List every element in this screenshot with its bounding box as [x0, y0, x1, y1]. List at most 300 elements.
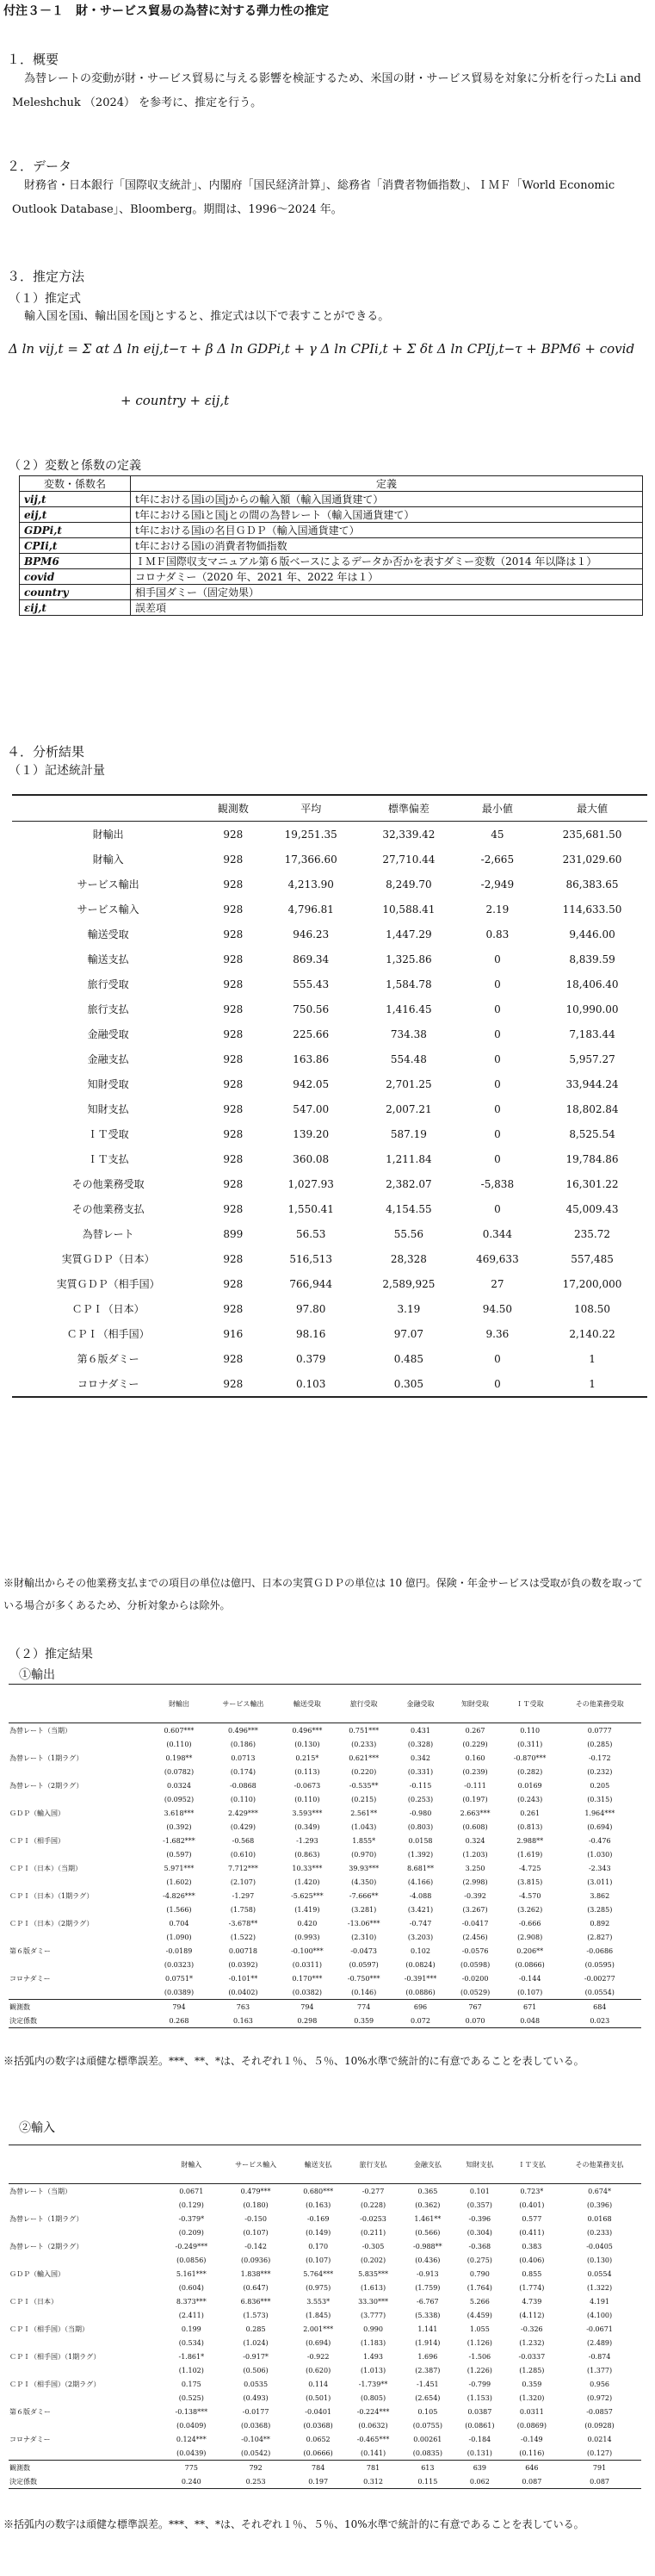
- regression-row: [9, 2405, 641, 2418]
- regression-header-cell: 財輸出: [151, 1685, 207, 1723]
- regression-cell: -2.343: [588, 1864, 611, 1872]
- stats-cell: 輸送受取: [87, 928, 129, 940]
- regression-cell: 0.990: [363, 2325, 383, 2333]
- stats-cell: 0.485: [393, 1352, 424, 1365]
- regression-cell: -0.138***: [175, 2407, 208, 2416]
- stats-cell: 0: [494, 1077, 501, 1090]
- regression-cell: (0.357): [467, 2200, 492, 2209]
- regression-cell: 0.206**: [516, 1946, 544, 1955]
- stats-cell: 0: [494, 978, 501, 990]
- regression-row: [9, 1765, 641, 1778]
- regression-cell: 0.751***: [349, 1726, 380, 1735]
- stats-cell: 1,447.29: [386, 928, 432, 940]
- regression-row-label: ＣＰＩ（日本）: [9, 2297, 58, 2306]
- regression-cell: -5.625***: [291, 1891, 324, 1900]
- regression-cell: 0.0324: [166, 1781, 191, 1790]
- regression-cell: 0.365: [417, 2187, 438, 2195]
- regression-cell: (0.362): [415, 2200, 441, 2209]
- regression-cell: (1.377): [586, 2366, 613, 2374]
- formula-intro: 輸入国を国i、輸出国を国jとすると、推定式は以下で表すことができる。: [24, 310, 390, 323]
- definition-symbol: eij,t: [20, 507, 131, 523]
- regression-row: [9, 1778, 641, 1792]
- regression-cell: 767: [448, 2000, 501, 2014]
- regression-row-label: ＣＰＩ（相手国）（1期ラグ）: [9, 2352, 101, 2361]
- definition-symbol: GDPi,t: [20, 523, 131, 538]
- regression-row: [9, 1792, 641, 1806]
- regression-cell: -6.767: [417, 2297, 439, 2306]
- regression-header-cell: 知財受取: [448, 1685, 501, 1723]
- regression-header-cell: 輸送受取: [279, 1685, 336, 1723]
- regression-cell: (0.0886): [405, 1988, 436, 1996]
- stats-cell: 163.86: [293, 1052, 330, 1065]
- stats-row: [12, 1346, 647, 1371]
- regression-cell: -0.922: [306, 2352, 330, 2361]
- stats-cell: 為替レート: [82, 1228, 134, 1240]
- stats-cell: 0: [494, 1052, 501, 1065]
- regression-cell: 0.0169: [517, 1781, 542, 1790]
- regression-cell: 0.956: [590, 2380, 609, 2388]
- stats-row: [12, 1321, 647, 1346]
- regression-cell: (2.456): [462, 1933, 488, 1941]
- regression-cell: -13.06***: [347, 1919, 380, 1927]
- regression-cell: -0.0671: [586, 2325, 613, 2333]
- regression-cell: -4.570: [518, 1891, 541, 1900]
- stats-cell: 94.50: [482, 1302, 513, 1315]
- regression-cell: (0.0952): [164, 1795, 195, 1803]
- regression-cell: (0.0632): [358, 2421, 388, 2430]
- regression-cell: (0.0382): [292, 1988, 322, 1996]
- regression-cell: 0.00261: [413, 2435, 442, 2443]
- regression-row: [9, 1930, 641, 1944]
- regression-row-label: [9, 1820, 151, 1834]
- regression-header-cell: 金融支払: [402, 2145, 454, 2184]
- stats-cell: 旅行受取: [87, 978, 129, 990]
- regression-cell: (0.127): [586, 2449, 613, 2457]
- regression-cell: (1.602): [166, 1878, 192, 1886]
- stats-row: [12, 897, 647, 922]
- regression-cell: (0.610): [230, 1850, 256, 1859]
- stats-cell: 547.00: [293, 1102, 330, 1115]
- stats-cell: 27,710.44: [382, 853, 436, 866]
- regression-row-label: ＧＤＰ（輸入国）: [9, 1809, 65, 1817]
- regression-cell: (0.506): [243, 2366, 269, 2374]
- regression-cell: (0.349): [294, 1822, 320, 1831]
- stats-cell: 587.19: [390, 1127, 427, 1140]
- regression-row: [9, 2363, 641, 2377]
- stats-cell: その他業務受取: [71, 1178, 145, 1190]
- stats-cell: 2,701.25: [386, 1077, 432, 1090]
- regression-cell: (3.011): [587, 1878, 613, 1886]
- regression-cell: -0.568: [232, 1836, 255, 1845]
- stats-header-cell: 観測数: [204, 795, 262, 822]
- regression-header-cell: 財輸入: [163, 2145, 219, 2184]
- definitions-table: [19, 475, 643, 616]
- regression-cell: (0.0835): [412, 2449, 442, 2457]
- regression-cell: -0.150: [244, 2214, 267, 2223]
- stats-header-cell: 最大値: [537, 795, 647, 822]
- stats-cell: 56.53: [296, 1227, 326, 1240]
- regression-cell: -4.826***: [163, 1891, 195, 1900]
- regression-cell: 0.496***: [227, 1726, 258, 1735]
- regression-row: [9, 2225, 641, 2239]
- regression-cell: (0.233): [351, 1740, 377, 1748]
- regression-cell: (0.149): [306, 2228, 331, 2237]
- stats-cell: 139.20: [293, 1127, 330, 1140]
- regression-cell: (0.129): [178, 2200, 204, 2209]
- stats-note: ※財輸出からその他業務支払までの項目の単位は億円、日本の実質ＧＤＰの単位は 10 億円。保険・年金サービスは受取が負の数を取っている場合が多くあるため、分析対象からは除外。: [3, 1577, 643, 1611]
- regression-cell: 0.087: [506, 2474, 559, 2489]
- regression-cell: (0.202): [360, 2256, 386, 2264]
- stats-cell: 1,027.93: [287, 1177, 334, 1190]
- regression-cell: 1.838***: [240, 2269, 271, 2278]
- regression-cell: (0.0529): [460, 1988, 491, 1996]
- regression-row-label: ＣＰＩ（相手国）（2期ラグ）: [9, 2380, 101, 2388]
- regression-cell: (0.130): [586, 2256, 613, 2264]
- regression-cell: (2.387): [415, 2366, 441, 2374]
- regression-cell: 0.0214: [587, 2435, 612, 2443]
- regression-row-label: 第６版ダミー: [9, 2407, 51, 2416]
- regression-cell: (4.112): [519, 2311, 545, 2319]
- regression-cell: (3.267): [462, 1905, 488, 1914]
- stats-cell: 32,339.42: [382, 828, 436, 841]
- regression-cell: -0.0576: [461, 1946, 489, 1955]
- regression-cell: (0.180): [243, 2200, 269, 2209]
- regression-cell: (0.0542): [240, 2449, 271, 2457]
- regression-cell: -0.666: [518, 1919, 541, 1927]
- regression-cell: (0.211): [360, 2228, 386, 2237]
- regression-cell: 684: [559, 2000, 641, 2014]
- regression-cell: (0.0368): [240, 2421, 271, 2430]
- regression-row-label: [9, 2391, 163, 2405]
- regression-cell: 7.712***: [227, 1864, 258, 1872]
- stats-cell: 金融支払: [87, 1053, 129, 1065]
- regression-cell: 775: [163, 2461, 219, 2475]
- stats-cell: 17,200,000: [562, 1277, 622, 1290]
- regression-cell: (1.030): [587, 1850, 613, 1859]
- stats-cell: 928: [223, 1127, 244, 1140]
- stats-cell: サービス輸入: [77, 903, 139, 916]
- section-overview-heading: １．概要: [7, 52, 59, 67]
- stats-cell: 0: [494, 1152, 501, 1165]
- regression-cell: (0.0782): [164, 1767, 195, 1776]
- regression-cell: 671: [502, 2000, 559, 2014]
- regression-row: [9, 2198, 641, 2212]
- regression-cell: (0.130): [294, 1740, 320, 1748]
- stats-cell: ＩＴ受取: [87, 1128, 129, 1140]
- regression-row: [9, 2336, 641, 2349]
- regression-cell: 0.114: [308, 2380, 329, 2388]
- stats-cell: 7,183.44: [569, 1027, 615, 1040]
- regression-cell: -1.506: [468, 2352, 491, 2361]
- regression-cell: (0.141): [360, 2449, 386, 2457]
- regression-row: [9, 2349, 641, 2363]
- regression-cell: (0.107): [517, 1988, 543, 1996]
- stats-cell: 928: [204, 1371, 262, 1397]
- regression-row-label: [9, 2198, 163, 2212]
- regression-cell: (1.845): [306, 2311, 331, 2319]
- stats-cell: 928: [223, 1002, 244, 1015]
- regression-cell: (0.0856): [176, 2256, 207, 2264]
- regression-cell: (0.396): [586, 2200, 613, 2209]
- regression-cell: -1.682***: [163, 1836, 195, 1845]
- regression-cell: 0.285: [245, 2325, 266, 2333]
- regression-cell: 613: [402, 2461, 454, 2475]
- stats-cell: 1: [589, 1352, 596, 1365]
- regression-cell: -0.0857: [586, 2407, 613, 2416]
- regression-cell: (1.153): [467, 2393, 492, 2402]
- regression-cell: (0.110): [230, 1795, 256, 1803]
- stats-cell: 869.34: [293, 953, 330, 965]
- regression-row: [9, 2253, 641, 2267]
- regression-cell: -0.465***: [356, 2435, 390, 2443]
- stats-cell: 899: [223, 1227, 244, 1240]
- regression-cell: (0.0311): [292, 1960, 322, 1969]
- stats-cell: 516,513: [289, 1252, 333, 1265]
- regression-cell: (1.320): [519, 2393, 545, 2402]
- stats-cell: 916: [223, 1327, 244, 1340]
- regression-cell: -0.172: [588, 1754, 611, 1762]
- stats-row: [12, 971, 647, 996]
- regression-cell: 0.197: [292, 2474, 345, 2489]
- regression-cell: -0.0200: [461, 1974, 489, 1983]
- regression-cell: (0.0824): [405, 1960, 436, 1969]
- regression-cell: (1.232): [519, 2338, 545, 2347]
- regression-cell: 0.124***: [176, 2435, 207, 2443]
- regression-row: [9, 2267, 641, 2281]
- regression-cell: (0.805): [360, 2393, 386, 2402]
- regression-row: [9, 1958, 641, 1971]
- regression-cell: (2.107): [230, 1878, 256, 1886]
- regression-cell: (0.803): [407, 1822, 434, 1831]
- stats-cell: 45,009.43: [565, 1202, 619, 1215]
- regression-row: [9, 2184, 641, 2199]
- regression-cell: (0.534): [178, 2338, 204, 2347]
- regression-cell: (4.100): [586, 2311, 613, 2319]
- regression-row: [9, 1916, 641, 1930]
- regression-row-label: [9, 1985, 151, 2000]
- regression-cell: 5.161***: [176, 2269, 207, 2278]
- regression-cell: 0.0158: [408, 1836, 433, 1845]
- stats-cell: 33,944.24: [565, 1077, 619, 1090]
- regression-cell: (1.013): [360, 2366, 386, 2374]
- regression-cell: -1.861*: [178, 2352, 205, 2361]
- stats-cell: 766,944: [289, 1277, 333, 1290]
- regression-cell: 0.420: [297, 1919, 318, 1927]
- definitions-header-cell: 定義: [131, 476, 643, 492]
- regression-row-label: ＧＤＰ（輸入国）: [9, 2269, 65, 2278]
- regression-row-label: 為替レート（1期ラグ）: [9, 2214, 83, 2223]
- regression-row: [9, 1834, 641, 1847]
- regression-cell: (0.228): [360, 2200, 386, 2209]
- regression-cell: 0.312: [344, 2474, 401, 2489]
- regression-cell: -0.799: [468, 2380, 491, 2388]
- regression-header-cell: その他業務支払: [558, 2145, 641, 2184]
- stats-cell: 1: [537, 1371, 647, 1397]
- regression-cell: -1.297: [232, 1891, 255, 1900]
- stats-row: [12, 1121, 647, 1146]
- regression-cell: 0.674*: [588, 2187, 611, 2195]
- stats-cell: その他業務支払: [71, 1203, 145, 1215]
- regression-cell: 791: [558, 2461, 641, 2475]
- regression-cell: 0.496***: [292, 1726, 323, 1735]
- regression-cell: (0.229): [462, 1740, 488, 1748]
- regression-cell: -0.476: [588, 1836, 611, 1845]
- regression-cell: (1.392): [407, 1850, 434, 1859]
- regression-cell: 0.0652: [306, 2435, 331, 2443]
- regression-cell: 0.0671: [179, 2187, 204, 2195]
- definition-text: ＩＭＦ国際収支マニュアル第６版ベースによるデータか否かを表すダミー変数（2014 年以降は１）: [131, 554, 643, 569]
- stats-cell: 2,589,925: [382, 1277, 436, 1290]
- regression-cell: 0.062: [454, 2474, 506, 2489]
- regression-cell: -0.0253: [360, 2214, 386, 2223]
- regression-cell: 3.618***: [164, 1809, 195, 1817]
- regression-cell: (2.411): [178, 2311, 204, 2319]
- stats-subheading: （１）記述統計量: [9, 764, 105, 778]
- regression-cell: 0.253: [219, 2474, 291, 2489]
- regression-cell: -0.0405: [586, 2242, 613, 2250]
- stats-cell: -2,949: [480, 878, 515, 891]
- imports-regression-table: [9, 2145, 641, 2489]
- regression-cell: -1.739**: [358, 2380, 388, 2388]
- regression-cell: -0.391***: [404, 1974, 437, 1983]
- stats-cell: 928: [223, 853, 244, 866]
- regression-cell: 5.764***: [303, 2269, 334, 2278]
- stats-cell: 946.23: [293, 928, 330, 940]
- stats-cell: 360.08: [293, 1152, 330, 1165]
- regression-cell: (0.647): [243, 2283, 269, 2292]
- regression-cell: (0.0597): [349, 1960, 379, 1969]
- regression-cell: 794: [151, 2000, 207, 2014]
- regression-cell: 792: [219, 2461, 291, 2475]
- regression-cell: (0.0861): [465, 2421, 495, 2430]
- regression-row-label: [9, 1903, 151, 1916]
- regression-cell: 1.696: [417, 2352, 438, 2361]
- stats-cell: 第６版ダミー: [77, 1353, 139, 1365]
- stats-cell: 928: [223, 1102, 244, 1115]
- regression-cell: (0.275): [467, 2256, 492, 2264]
- stats-row: [12, 1096, 647, 1121]
- regression-cell: (0.215): [351, 1795, 377, 1803]
- stats-cell: 555.43: [293, 978, 330, 990]
- regression-cell: 2.561**: [350, 1809, 378, 1817]
- regression-cell: (1.420): [294, 1878, 320, 1886]
- stats-cell: -2,665: [480, 853, 515, 866]
- regression-cell: 0.359: [336, 2014, 392, 2028]
- definitions-row: [20, 538, 643, 554]
- regression-cell: (3.281): [351, 1905, 377, 1914]
- regression-row-label: [9, 1847, 151, 1861]
- regression-cell: 0.087: [558, 2474, 641, 2489]
- regression-row-label: ＣＰＩ（日本）（2期ラグ）: [9, 1919, 94, 1927]
- regression-cell: 0.298: [279, 2014, 336, 2028]
- regression-cell: -0.305: [361, 2242, 385, 2250]
- stats-cell: 0.344: [482, 1227, 513, 1240]
- regression-cell: (0.197): [462, 1795, 488, 1803]
- equation-line-2: + country + εij,t: [120, 393, 230, 408]
- regression-row-label: [9, 1875, 151, 1889]
- regression-cell: 2.663***: [460, 1809, 491, 1817]
- regression-cell: (5.338): [415, 2311, 441, 2319]
- stats-cell: 0: [494, 1102, 501, 1115]
- stats-cell: 928: [223, 903, 244, 916]
- stats-cell: 469,633: [476, 1252, 519, 1265]
- regression-header-cell: 旅行受取: [336, 1685, 392, 1723]
- regression-cell: -0.144: [518, 1974, 541, 1983]
- regression-cell: 0.105: [417, 2407, 438, 2416]
- regression-cell: -0.750***: [347, 1974, 380, 1983]
- regression-cell: (0.970): [351, 1850, 377, 1859]
- stats-cell: 225.66: [293, 1027, 330, 1040]
- regression-cell: (0.0389): [164, 1988, 195, 1996]
- regression-cell: (3.203): [407, 1933, 434, 1941]
- regression-row-label: 為替レート（当期）: [9, 2187, 71, 2195]
- definition-text: 相手国ダミー（固定効果）: [131, 585, 643, 600]
- regression-cell: 0.359: [522, 2380, 542, 2388]
- stats-cell: 4,796.81: [287, 903, 334, 916]
- regression-cell: (0.604): [178, 2283, 204, 2292]
- regression-cell: 2.001***: [303, 2325, 334, 2333]
- regression-cell: 784: [292, 2461, 345, 2475]
- regression-cell: 6.836***: [240, 2297, 271, 2306]
- stats-row: [12, 1171, 647, 1196]
- regression-cell: (0.0866): [515, 1960, 545, 1969]
- definition-symbol: country: [20, 585, 131, 600]
- stats-cell: コロナダミー: [12, 1371, 204, 1397]
- regression-cell: 0.855: [522, 2269, 542, 2278]
- stats-cell: 9.36: [485, 1327, 510, 1340]
- stats-cell: 18,406.40: [565, 978, 619, 990]
- regression-cell: (2.998): [462, 1878, 488, 1886]
- stats-row: [12, 822, 647, 847]
- regression-cell: -0.870***: [513, 1754, 547, 1762]
- regression-row-label: ＣＰＩ（相手国）: [9, 1836, 65, 1845]
- stats-cell: 1,550.41: [287, 1202, 334, 1215]
- regression-cell: 5.971***: [164, 1864, 195, 1872]
- stats-cell: 928: [223, 1202, 244, 1215]
- regression-cell: 0.383: [522, 2242, 542, 2250]
- regression-cell: (0.0554): [584, 1988, 615, 1996]
- regression-cell: (1.226): [467, 2366, 492, 2374]
- definitions-row: [20, 585, 643, 600]
- regression-row-label: [9, 2281, 163, 2294]
- regression-cell: -1.293: [296, 1836, 318, 1845]
- regression-cell: 0.048: [502, 2014, 559, 2028]
- regression-cell: (0.315): [587, 1795, 613, 1803]
- regression-row: [9, 2461, 641, 2475]
- regression-cell: 0.072: [392, 2014, 449, 2028]
- stats-row: [12, 1071, 647, 1096]
- regression-cell: 0.431: [411, 1726, 430, 1735]
- stats-cell: 知財受取: [87, 1078, 129, 1090]
- definition-symbol: covid: [20, 569, 131, 585]
- regression-row-label: [9, 2308, 163, 2322]
- regression-cell: (0.975): [306, 2283, 331, 2292]
- regression-cell: (0.813): [517, 1822, 543, 1831]
- regression-cell: (2.654): [415, 2393, 441, 2402]
- regression-cell: (3.815): [517, 1878, 543, 1886]
- regression-cell: 0.160: [465, 1754, 485, 1762]
- regression-row-label: ＣＰＩ（相手国）（当期）: [9, 2325, 89, 2333]
- regression-cell: -0.111: [464, 1781, 486, 1790]
- regression-cell: (0.110): [166, 1740, 192, 1748]
- regression-row: [9, 2418, 641, 2432]
- regression-cell: 0.267: [465, 1726, 485, 1735]
- regression-header-cell: 知財支払: [454, 2145, 506, 2184]
- definition-text: コロナダミー（2020 年、2021 年、2022 年は１）: [131, 569, 643, 585]
- regression-cell: (3.262): [517, 1905, 543, 1914]
- regression-cell: (0.239): [462, 1767, 488, 1776]
- regression-row: [9, 2391, 641, 2405]
